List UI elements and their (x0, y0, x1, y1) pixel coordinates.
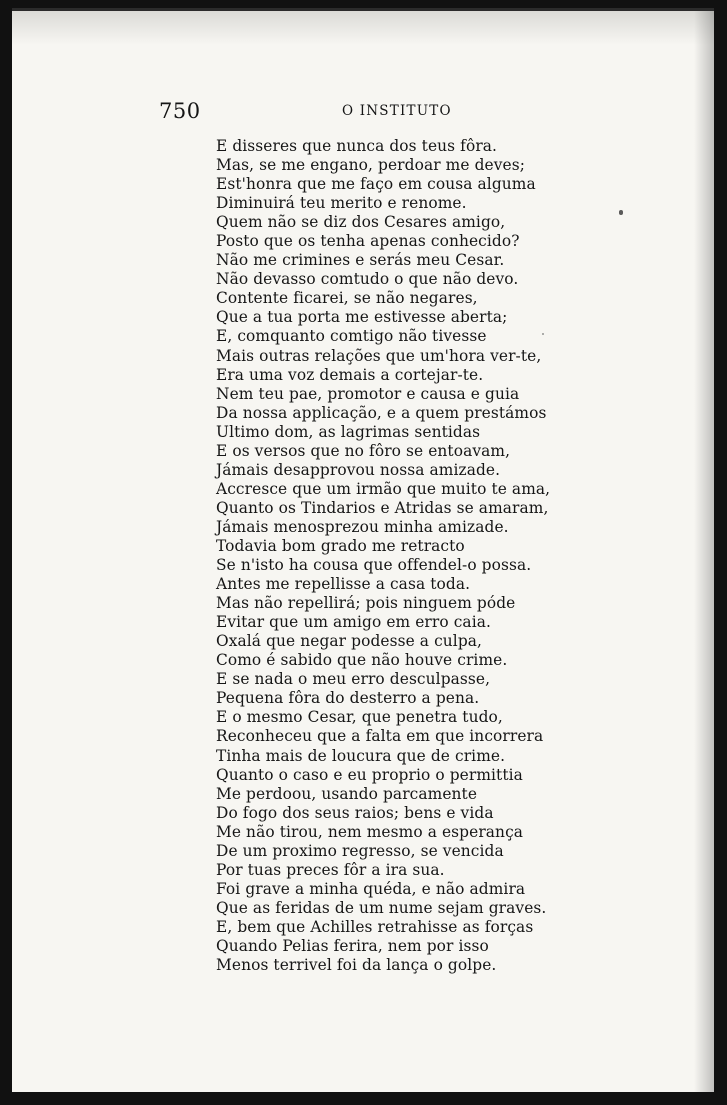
verse-line: Como é sabido que não houve crime. (216, 651, 508, 670)
verse-line: Est'honra que me faço em cousa alguma (216, 175, 536, 194)
verse-line: E o mesmo Cesar, que penetra tudo, (216, 708, 503, 727)
verse-line: Quanto o caso e eu proprio o permittia (216, 765, 523, 784)
verse-line: Menos terrivel foi da lança o golpe. (216, 956, 497, 975)
ink-speck (619, 210, 623, 215)
verse-line: Que as feridas de um nume sejam graves. (216, 898, 547, 917)
verse-line: Jámais desapprovou nossa amizade. (216, 460, 501, 479)
verse-line: Diminuirá teu merito e renome. (216, 194, 467, 213)
verse-line: Quando Pelias ferira, nem por isso (216, 936, 489, 955)
verse-line: Reconheceu que a falta em que incorrera (216, 727, 544, 746)
verse-line: Ultimo dom, as lagrimas sentidas (216, 422, 481, 441)
verse-line: Jámais menosprezou minha amizade. (216, 517, 509, 536)
verse-line: Tinha mais de loucura que de crime. (216, 746, 506, 765)
poem-verse (216, 137, 556, 975)
verse-line: Nem teu pae, promotor e causa e guia (216, 384, 520, 403)
verse-line: Que a tua porta me estivesse aberta; (216, 308, 508, 327)
verse-line: Antes me repellisse a casa toda. (216, 575, 471, 594)
verse-line: Todavia bom grado me retracto (216, 536, 465, 555)
verse-line: Mais outras relações que um'hora ver-te, (216, 346, 542, 365)
verse-line: Foi grave a minha quéda, e não admira (216, 879, 526, 898)
running-title: O INSTITUTO (342, 103, 452, 119)
verse-line: Mas não repellirá; pois ninguem póde (216, 594, 516, 613)
verse-line: Se n'isto ha cousa que offendel-o possa. (216, 556, 532, 575)
verse-line: Não devasso comtudo o que não devo. (216, 270, 519, 289)
verse-line: Pequena fôra do desterro a pena. (216, 689, 480, 708)
verse-line: Quem não se diz dos Cesares amigo, (216, 213, 506, 232)
verse-line: De um proximo regresso, se vencida (216, 841, 504, 860)
verse-line: E, bem que Achilles retrahisse as forças (216, 917, 534, 936)
book-page (12, 8, 714, 1092)
page-number: 750 (159, 99, 201, 123)
verse-line: Posto que os tenha apenas conhecido? (216, 232, 520, 251)
verse-line: Accresce que um irmão que muito te ama, (216, 479, 551, 498)
verse-line: Não me crimines e serás meu Cesar. (216, 251, 505, 270)
verse-line: Mas, se me engano, perdoar me deves; (216, 156, 526, 175)
verse-line: Me perdoou, usando parcamente (216, 784, 478, 803)
verse-line: Quanto os Tindarios e Atridas se amaram, (216, 498, 549, 517)
verse-line: Oxalá que negar podesse a culpa, (216, 632, 483, 651)
verse-line: Por tuas preces fôr a ira sua. (216, 860, 445, 879)
verse-line: Da nossa applicação, e a quem prestámos (216, 403, 547, 422)
ink-speck (542, 333, 544, 335)
verse-line: Do fogo dos seus raios; bens e vida (216, 803, 494, 822)
verse-line: Contente ficarei, se não negares, (216, 289, 478, 308)
verse-line: Evitar que um amigo em erro caia. (216, 613, 491, 632)
verse-line: Me não tirou, nem mesmo a esperança (216, 822, 524, 841)
verse-line: Era uma voz demais a cortejar-te. (216, 365, 484, 384)
verse-line: E disseres que nunca dos teus fôra. (216, 137, 498, 155)
verse-line: E se nada o meu erro desculpasse, (216, 670, 491, 689)
verse-line: E os versos que no fôro se entoavam, (216, 441, 511, 460)
verse-line: E, comquanto comtigo não tivesse (216, 327, 487, 346)
